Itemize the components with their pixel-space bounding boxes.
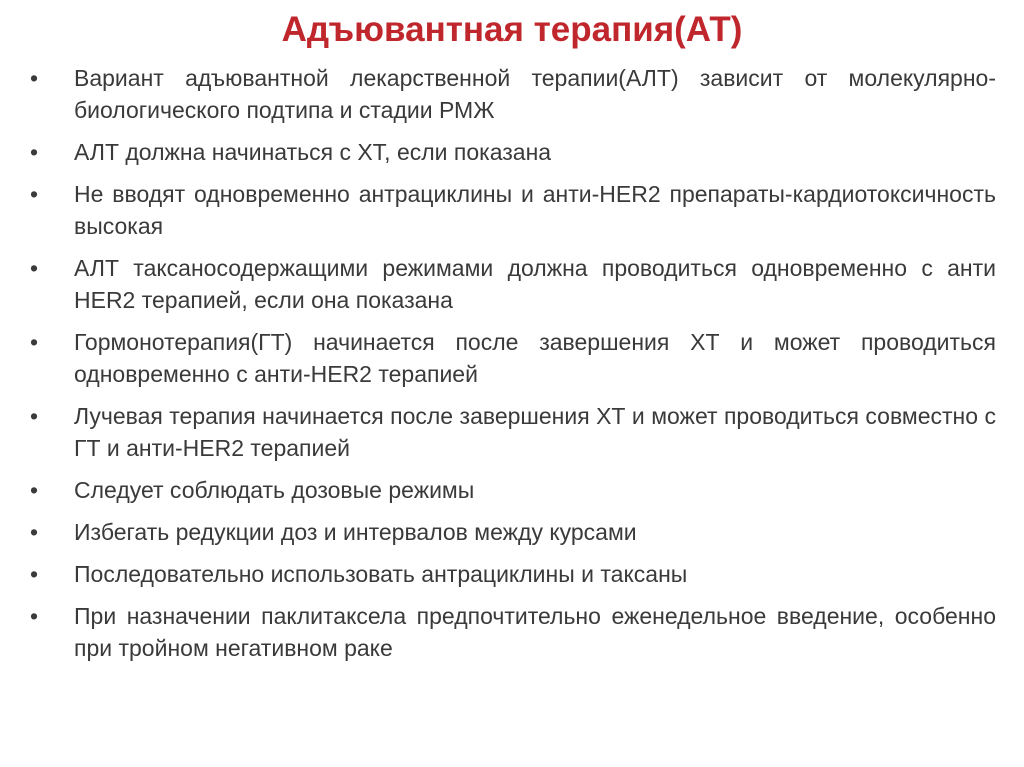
bullet-icon: • xyxy=(30,403,39,429)
bullet-text: Не вводят одновременно антрациклины и анти-HER2 препараты-кардиотоксичность высокая xyxy=(74,181,996,239)
bullet-text: Вариант адъювантной лекарственной терапии(АЛТ) зависит от молекулярно-биологического подтипа и стадии РМЖ xyxy=(74,65,996,123)
bullet-text: АЛТ таксаносодержащими режимами должна проводиться одновременно с анти HER2 терапией, если она показана xyxy=(74,255,996,313)
bullet-icon: • xyxy=(30,181,39,207)
bullet-text: АЛТ должна начинаться с ХТ, если показана xyxy=(74,139,552,165)
bullet-item xyxy=(30,400,996,464)
bullet-icon: • xyxy=(30,329,39,355)
bullet-item xyxy=(30,600,996,664)
bullet-icon: • xyxy=(30,477,39,503)
bullet-item xyxy=(30,516,996,548)
bullet-icon: • xyxy=(30,561,39,587)
bullet-item xyxy=(30,252,996,316)
bullet-text: Последовательно использовать антрациклины и таксаны xyxy=(74,561,688,587)
bullet-item xyxy=(30,178,996,242)
bullet-text: Избегать редукции доз и интервалов между курсами xyxy=(74,519,637,545)
bullet-text: Лучевая терапия начинается после завершения ХТ и может проводиться совместно с ГТ и анти-HER2 терапией xyxy=(74,403,996,461)
bullet-text: Следует соблюдать дозовые режимы xyxy=(74,477,475,503)
bullet-item xyxy=(30,474,996,506)
bullet-icon: • xyxy=(30,139,39,165)
bullet-icon: • xyxy=(30,519,39,545)
bullet-text: При назначении паклитаксела предпочтительно еженедельное введение, особенно при тройном негативном раке xyxy=(74,603,996,661)
bullet-icon: • xyxy=(30,65,39,91)
bullet-item xyxy=(30,326,996,390)
bullet-text: Гормонотерапия(ГТ) начинается после завершения ХТ и может проводиться одновременно с анти-HER2 терапией xyxy=(74,329,996,387)
bullet-list xyxy=(30,62,996,674)
bullet-item xyxy=(30,62,996,126)
slide-title: Адъювантная терапия(АТ) xyxy=(281,10,743,49)
bullet-item xyxy=(30,558,996,590)
bullet-item xyxy=(30,136,996,168)
bullet-icon: • xyxy=(30,255,39,281)
bullet-icon: • xyxy=(30,603,39,629)
